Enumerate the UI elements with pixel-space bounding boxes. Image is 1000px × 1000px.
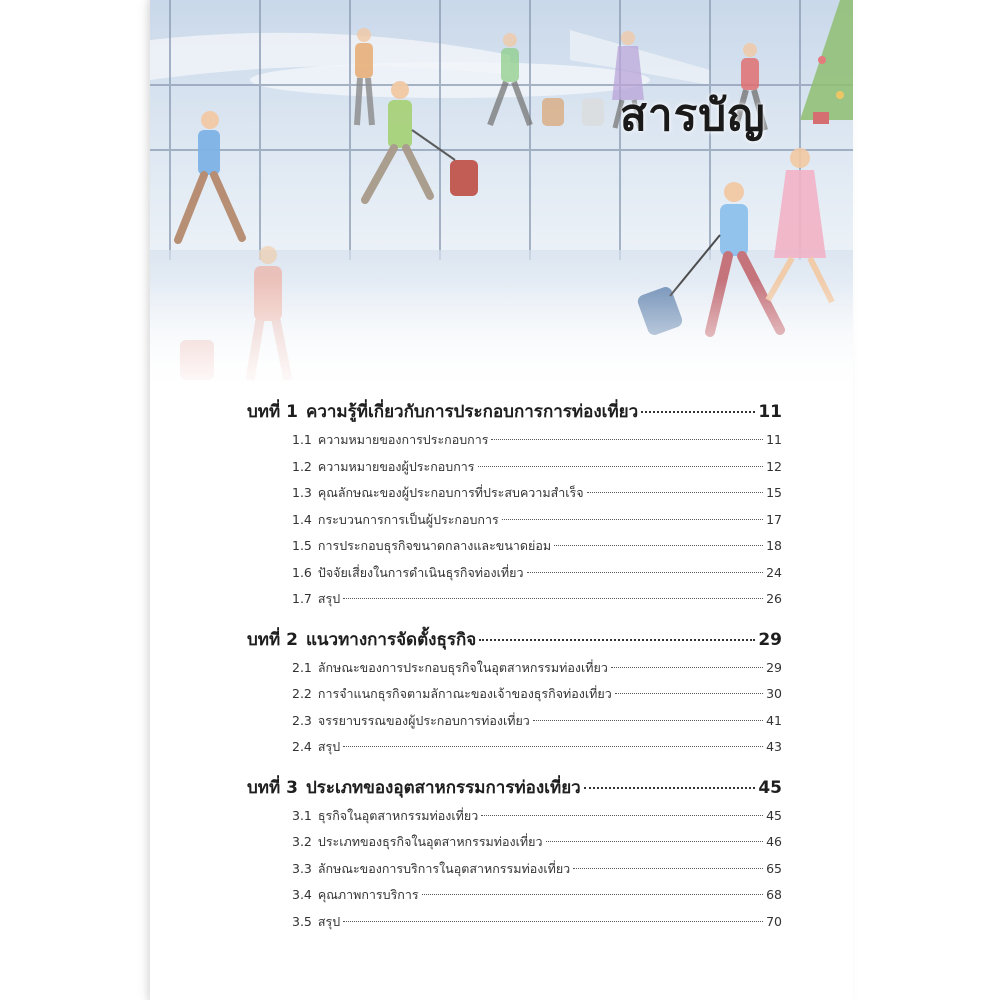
section-number: 3.3 [292, 860, 312, 876]
dot-leader [478, 466, 764, 467]
dot-leader [546, 841, 764, 842]
chapter-page-number: 11 [758, 402, 782, 422]
section-number: 2.4 [292, 739, 312, 754]
dot-leader [615, 693, 763, 694]
chapter-heading[interactable] [247, 398, 782, 424]
toc-entry[interactable] [292, 885, 782, 912]
toc-entry[interactable] [292, 589, 782, 616]
section-page-number: 15 [766, 485, 782, 500]
section-page-number: 43 [766, 739, 782, 754]
section-title: ความหมายของผู้ประกอบการ [317, 458, 475, 474]
book-page [150, 0, 853, 1000]
section-title: สรุป [317, 913, 341, 929]
dot-leader [422, 894, 763, 895]
section-title: สรุป [317, 739, 341, 754]
section-number: 3.4 [292, 887, 312, 902]
toc-entry[interactable] [292, 457, 782, 484]
dot-leader [587, 492, 764, 493]
chapter-2 [247, 626, 782, 764]
chapter-number: บทที่ 2 [247, 629, 298, 650]
table-of-contents [247, 398, 782, 948]
chapter-3 [247, 774, 782, 939]
chapter-number: บทที่ 1 [247, 402, 298, 422]
toc-entry[interactable] [292, 563, 782, 590]
dot-leader [641, 411, 755, 413]
dot-leader [554, 545, 763, 546]
dot-leader [343, 598, 763, 599]
section-number: 1.7 [292, 591, 312, 606]
toc-entry[interactable] [292, 832, 782, 859]
section-title: กระบวนการการเป็นผู้ประกอบการ [317, 511, 499, 527]
toc-entry[interactable] [292, 658, 782, 685]
toc-entry[interactable] [292, 483, 782, 510]
dot-leader [491, 439, 763, 440]
page-title: สารบัญ [620, 90, 766, 141]
chapter-title: แนวทางการจัดตั้งธุรกิจ [305, 629, 477, 650]
chapter-title: ความรู้ที่เกี่ยวกับการประกอบการการท่องเที่ยว [305, 402, 639, 422]
section-number: 2.3 [292, 712, 312, 728]
section-number: 1.3 [292, 485, 312, 500]
dot-leader [611, 667, 763, 668]
section-title: การประกอบธุรกิจขนาดกลางและขนาดย่อม [317, 538, 552, 553]
section-page-number: 41 [766, 712, 782, 728]
section-page-number: 12 [766, 458, 782, 474]
section-number: 1.2 [292, 458, 312, 474]
toc-entry[interactable] [292, 912, 782, 939]
dot-leader [533, 720, 763, 721]
section-page-number: 24 [766, 564, 782, 580]
section-number: 2.1 [292, 659, 312, 675]
section-number: 3.1 [292, 807, 312, 823]
section-page-number: 65 [766, 860, 782, 876]
toc-entry[interactable] [292, 684, 782, 711]
chapter-title: ประเภทของอุตสาหกรรมการท่องเที่ยว [305, 777, 581, 798]
dot-leader [502, 519, 763, 520]
toc-entry[interactable] [292, 536, 782, 563]
airport-illustration [150, 0, 853, 395]
section-title: การจำแนกธุรกิจตามลักาณะของเจ้าของธุรกิจท่องเที่ยว [317, 686, 612, 701]
section-page-number: 45 [766, 807, 782, 823]
section-page-number: 17 [766, 511, 782, 527]
chapter-heading[interactable] [247, 626, 782, 652]
section-page-number: 11 [766, 432, 782, 447]
section-number: 1.4 [292, 511, 312, 527]
section-title: ลักษณะของการประกอบธุรกิจในอุตสาหกรรมท่องเที่ยว [317, 659, 608, 675]
section-number: 1.1 [292, 432, 312, 447]
section-page-number: 18 [766, 538, 782, 553]
section-page-number: 68 [766, 887, 782, 902]
chapter-heading[interactable] [247, 774, 782, 800]
section-title: ความหมายของการประกอบการ [317, 432, 489, 447]
toc-entry[interactable] [292, 510, 782, 537]
dot-leader [584, 787, 756, 789]
toc-entry[interactable] [292, 711, 782, 738]
section-title: ประเภทของธุรกิจในอุตสาหกรรมท่องเที่ยว [317, 834, 543, 849]
dot-leader [479, 639, 755, 641]
section-number: 1.6 [292, 564, 312, 580]
section-page-number: 29 [766, 659, 782, 675]
chapter-page-number: 29 [758, 629, 782, 650]
section-title: ธุรกิจในอุตสาหกรรมท่องเที่ยว [317, 807, 479, 823]
section-number: 2.2 [292, 686, 312, 701]
section-title: ลักษณะของการบริการในอุตสาหกรรมท่องเที่ยว [317, 860, 571, 876]
section-page-number: 70 [766, 913, 782, 929]
dot-leader [343, 746, 763, 747]
section-title: จรรยาบรรณของผู้ประกอบการท่องเที่ยว [317, 712, 530, 728]
toc-entry[interactable] [292, 859, 782, 886]
section-title: คุณภาพการบริการ [317, 887, 419, 902]
section-page-number: 26 [766, 591, 782, 606]
dot-leader [481, 815, 763, 816]
dot-leader [573, 868, 763, 869]
chapter-1 [247, 398, 782, 616]
section-page-number: 30 [766, 686, 782, 701]
section-number: 1.5 [292, 538, 312, 553]
section-title: สรุป [317, 591, 341, 606]
chapter-number: บทที่ 3 [247, 777, 298, 798]
section-title: ปัจจัยเสี่ยงในการดำเนินธุรกิจท่องเที่ยว [317, 564, 524, 580]
dot-leader [527, 572, 764, 573]
section-number: 3.5 [292, 913, 312, 929]
toc-entry[interactable] [292, 806, 782, 833]
dot-leader [343, 921, 763, 922]
toc-entry[interactable] [292, 737, 782, 764]
section-number: 3.2 [292, 834, 312, 849]
toc-entry[interactable] [292, 430, 782, 457]
section-title: คุณลักษณะของผู้ประกอบการที่ประสบความสำเร็จ [317, 485, 584, 500]
section-page-number: 46 [766, 834, 782, 849]
chapter-page-number: 45 [758, 777, 782, 798]
